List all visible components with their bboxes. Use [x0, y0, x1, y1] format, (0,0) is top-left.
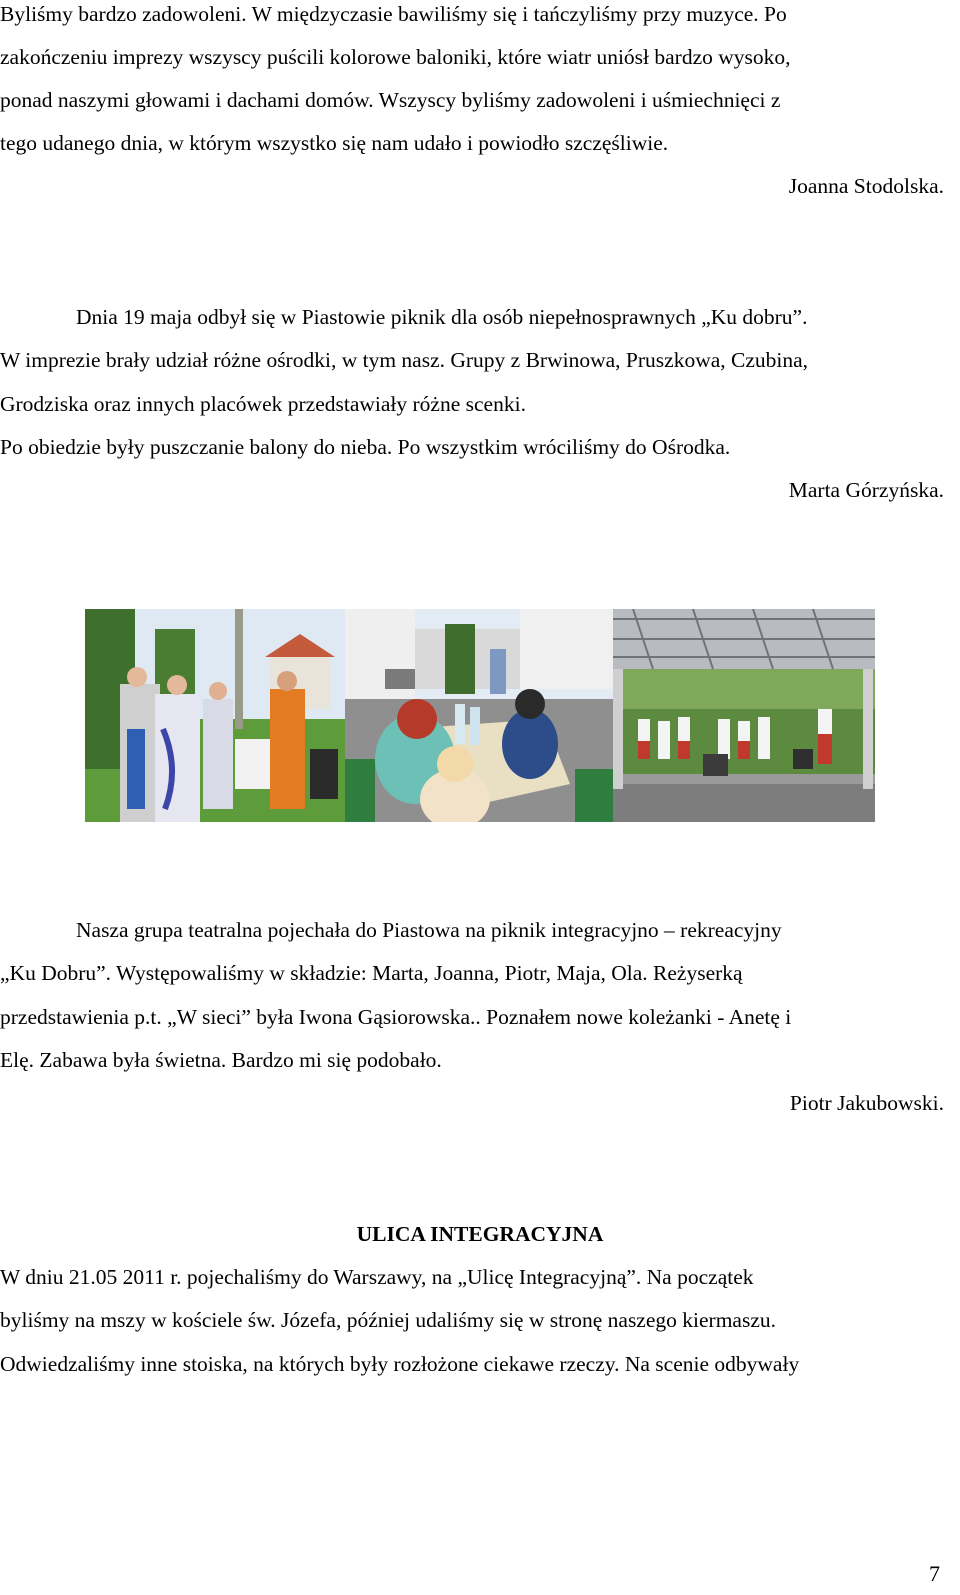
paragraph-line: Odwiedzaliśmy inne stoiska, na których były rozłożone ciekawe rzeczy. Na scenie odbywały [0, 1352, 800, 1376]
paragraph-line: Po obiedzie były puszczanie balony do nieba. Po wszystkim wróciliśmy do Ośrodka. [0, 435, 731, 459]
paragraph-line: Elę. Zabawa była świetna. Bardzo mi się podobało. [0, 1048, 442, 1072]
paragraph-line: byliśmy na mszy w kościele św. Józefa, później udaliśmy się w stronę naszego kiermaszu. [0, 1308, 776, 1332]
paragraph-line: zakończeniu imprezy wszyscy puścili kolorowe baloniki, które wiatr uniósł bardzo wysoko, [0, 45, 791, 69]
section-heading: ULICA INTEGRACYJNA [356, 1222, 604, 1246]
paragraph-line: Grodziska oraz innych placówek przedstawiały różne scenki. [0, 392, 526, 416]
paragraph-line: W imprezie brały udział różne ośrodki, w tym nasz. Grupy z Brwinowa, Pruszkowa, Czubina, [0, 348, 809, 372]
author-signature: Marta Górzyńska. [788, 478, 944, 502]
photo-stage-performance [613, 609, 875, 822]
paragraph-line: przedstawienia p.t. „W sieci” była Iwona Gąsiorowska.. Poznałem nowe koleżanki - Anetę i [0, 1005, 792, 1029]
paragraph-line: ponad naszymi głowami i dachami domów. Wszyscy byliśmy zadowoleni i uśmiechnięci z [0, 88, 781, 112]
paragraph-line: Dnia 19 maja odbył się w Piastowie piknik dla osób niepełnosprawnych „Ku dobru”. [76, 305, 808, 329]
paragraph-line: Nasza grupa teatralna pojechała do Piastowa na piknik integracyjno – rekreacyjny [76, 918, 782, 942]
page-number: 7 [929, 1561, 940, 1586]
paragraph-line: „Ku Dobru”. Występowaliśmy w składzie: Marta, Joanna, Piotr, Maja, Ola. Reżyserką [0, 961, 743, 985]
author-signature: Piotr Jakubowski. [789, 1091, 944, 1115]
paragraph-line: W dniu 21.05 2011 r. pojechaliśmy do Warszawy, na „Ulicę Integracyjną”. Na początek [0, 1265, 754, 1289]
paragraph-line: Byliśmy bardzo zadowoleni. W międzyczasie bawiliśmy się i tańczyliśmy przy muzyce. Po [0, 2, 787, 26]
photo-costumes [85, 609, 345, 822]
photo-strip [85, 609, 875, 822]
paragraph-line: tego udanego dnia, w którym wszystko się nam udało i powiodło szczęśliwie. [0, 131, 669, 155]
author-signature: Joanna Stodolska. [788, 174, 944, 198]
photo-picnic-table [345, 609, 613, 822]
